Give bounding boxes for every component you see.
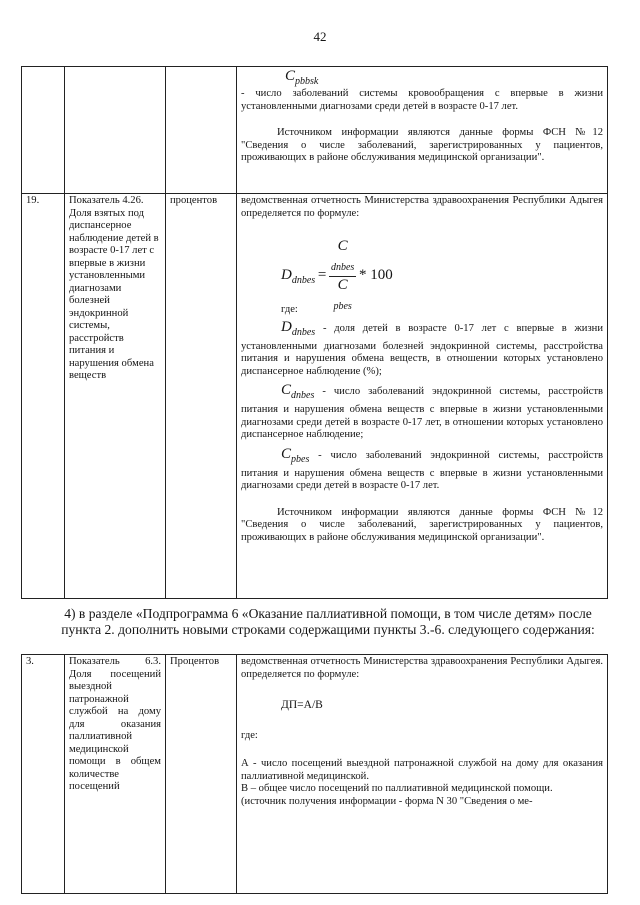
lhs-sub: dnbes xyxy=(291,274,316,286)
sym: C xyxy=(281,445,292,462)
formula-lhs xyxy=(281,266,316,286)
cell-method xyxy=(237,655,608,894)
page-number: 42 xyxy=(313,29,327,44)
den-sub: pbes xyxy=(333,301,352,312)
cell-method xyxy=(237,194,608,599)
source-text: Источником информации являются данные формы ФСН №12 "Сведения о числе заболеваний, зарегистрированных у пациентов, проживающих в районе обслуживания медицинской организации". xyxy=(241,506,603,543)
table-row xyxy=(22,655,608,894)
cell-unit xyxy=(166,67,237,194)
indicator-table-bottom xyxy=(21,654,608,894)
symbol-sub: pbbsk xyxy=(295,76,319,87)
definition xyxy=(241,68,603,90)
definition-text: - число заболеваний системы кровообращения с впервые в жизни установленными диагнозами среди детей в возрасте 0-17 лет. xyxy=(241,88,603,112)
denominator xyxy=(329,277,356,315)
source-text: Источником информации являются данные формы ФСН №12 "Сведения о числе заболеваний, зарегистрированных у пациентов, проживающих в районе обслуживания медицинской организации". xyxy=(241,127,603,163)
definition-3 xyxy=(241,446,603,493)
sym: D xyxy=(281,318,292,335)
definition-1 xyxy=(241,319,603,379)
def-text: - число заболеваний эндокринной системы, расстройств питания и нарушения обмена веществ с впервые в жизни установленными диагнозами среди детей в возрасте 0-17 лет. xyxy=(241,449,603,491)
sym: C xyxy=(281,382,292,398)
def-symbol xyxy=(281,318,316,338)
num-sub: dnbes xyxy=(330,262,355,273)
method-intro: ведомственная отчетность Министерства здравоохранения Республики Адыгея. определяется по формуле: xyxy=(241,656,603,680)
cell-method xyxy=(237,67,608,194)
den: C xyxy=(337,277,348,293)
source-text: (источник получения информации - форма N 30 "Сведения о ме- xyxy=(241,795,533,807)
sym-sub: dnbes xyxy=(291,326,316,338)
symbol: C xyxy=(285,68,296,84)
definition-a: А - число посещений выездной патронажной службой на дому для оказания паллиативной медицинской. xyxy=(241,758,603,782)
lhs: D xyxy=(281,266,292,283)
equals-sign: = xyxy=(317,266,327,283)
def-symbol xyxy=(281,382,315,401)
numerator xyxy=(329,238,356,277)
cell-num xyxy=(22,67,65,194)
where-label: где: xyxy=(281,304,298,315)
definition-2 xyxy=(241,382,603,442)
indicator-table-top xyxy=(21,66,608,599)
formula-fraction xyxy=(329,238,356,315)
indicator-name: Показатель 4.26. Доля взятых под диспансерное наблюдение детей в возрасте 0-17 лет с впервые в жизни установленными диагнозами болезней эндокринной системы, расстройств питания и нарушения обмена веществ xyxy=(65,194,166,599)
unit: процентов xyxy=(166,194,237,599)
method-intro: ведомственная отчетность Министерства здравоохранения Республики Адыгея определяется по формуле: xyxy=(241,195,603,219)
formula: ДП=А/В xyxy=(281,699,323,711)
table-row xyxy=(22,67,608,194)
definition-b: В – общее число посещений по паллиативной медицинской помощи. xyxy=(241,783,553,794)
table-row xyxy=(22,194,608,599)
def-text: - доля детей в возрасте 0-17 лет с впервые в жизни установленными диагнозами болезней эндокринной системы, расстройства питания и нарушения обмена веществ, в отношении которых установлено диспансерное наблюдение (%); xyxy=(241,322,603,377)
indicator-name: Показатель 6.3. Доля посещений выездной патронажной службой на дому для оказания паллиативной медицинской помощи в общем количестве посещений xyxy=(65,655,166,894)
formula-symbol xyxy=(285,68,319,87)
cell-indicator xyxy=(65,67,166,194)
amendment-paragraph: 4) в разделе «Подпрограмма 6 «Оказание паллиативной помощи, в том числе детям» после пункта 2. дополнить новыми строками содержащими пункты 3.-6. следующего содержания: xyxy=(61,606,595,637)
formula-multiplier: * 100 xyxy=(358,266,393,283)
def-symbol xyxy=(281,445,310,465)
num: C xyxy=(337,238,348,254)
unit: Процентов xyxy=(166,655,237,894)
where-label: где: xyxy=(241,729,258,741)
sym-sub: pbes xyxy=(291,453,310,465)
row-number: 3. xyxy=(22,655,65,894)
def-text: - число заболеваний эндокринной системы, расстройств питания и нарушения обмена веществ с впервые в жизни установленными диагнозами среди детей в возрасте 0-17 лет, в отношении которых установлено диспансерное наблюдение; xyxy=(241,386,603,440)
row-number: 19. xyxy=(22,194,65,599)
sym-sub: dnbes xyxy=(291,390,315,401)
